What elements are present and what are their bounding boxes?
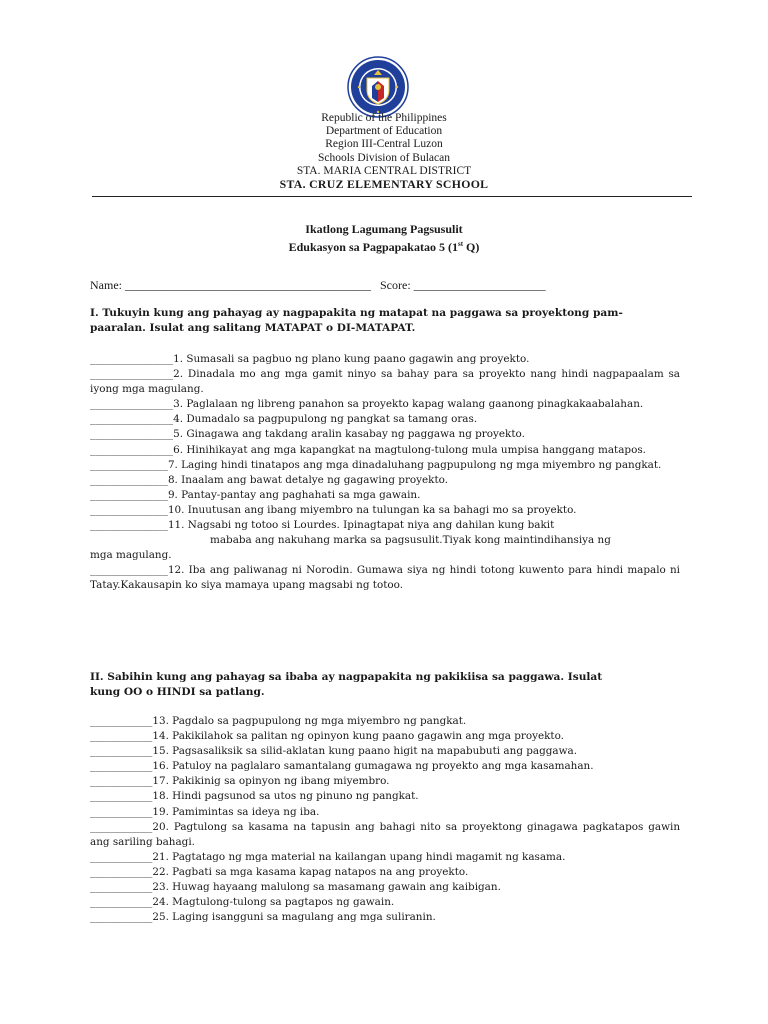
name-field[interactable]: _________________________________________ — [125, 278, 371, 292]
item-number: 3. — [173, 398, 187, 411]
answer-blank[interactable]: ________________ — [90, 353, 174, 365]
list-item — [90, 759, 680, 774]
answer-blank[interactable]: ____________ — [90, 715, 153, 727]
item-number: 15. — [152, 745, 173, 758]
item-number: 10. — [167, 503, 188, 516]
section-2-instruction-line-1: II. Sabihin kung ang pahayag sa ibaba ay nagpapakita ng pakikiisa sa paggawa. Isulat — [90, 671, 603, 683]
item-text: Pagdalo sa pagpupulong ng mga miyembro ng pangkat. — [172, 715, 467, 727]
item-number: 4. — [173, 413, 187, 426]
item-text: Pakikinig sa opinyon ng ibang miyembro. — [172, 775, 390, 788]
answer-blank[interactable]: _______________ — [90, 473, 168, 486]
list-item — [90, 352, 680, 367]
answer-blank[interactable]: _______________ — [90, 458, 168, 471]
answer-blank[interactable]: ________________ — [90, 443, 174, 456]
item-number: 2. — [173, 368, 188, 381]
header-divider — [92, 196, 692, 197]
header-school-name: STA. CRUZ ELEMENTARY SCHOOL — [279, 177, 489, 192]
item-text: Iba ang paliwanag ni Norodin. Gumawa siya ng hindi totong kuwento para hindi mapalo ni Tatay.Kakausapin ko siya mamaya upang magsabi ng totoo. — [90, 564, 681, 592]
item-number: 24. — [152, 896, 173, 909]
answer-blank[interactable]: ________________ — [90, 413, 174, 426]
header-line-division: Schools Division of Bulacan — [318, 151, 450, 164]
item-text: Magtulong-tulong sa pagtapos ng gawain. — [172, 896, 395, 909]
list-item — [90, 518, 680, 563]
item-text: Hinihikayat ang mga kapangkat na magtulong-tulong mula umpisa hanggang matapos. — [186, 443, 646, 456]
section-2-instruction-line-2: kung OO o HINDI sa patlang. — [90, 686, 265, 699]
score-label: Score: — [380, 278, 414, 292]
exam-title-line-2 — [0, 237, 768, 255]
answer-blank[interactable]: _______________ — [90, 519, 168, 532]
answer-blank[interactable]: ____________ — [90, 896, 153, 909]
item-text: Pagsasaliksik sa silid-aklatan kung paano higit na mapabubuti ang paggawa. — [172, 745, 578, 758]
item-text: Laging hindi tinatapos ang mga dinadaluhang pagpupulong ng mga miyembro ng pangkat. — [181, 458, 662, 471]
list-item — [90, 729, 680, 744]
deped-seal-icon — [347, 56, 409, 118]
exam-quarter: Q) — [463, 239, 480, 254]
item-number: 1. — [173, 353, 187, 365]
exam-subject: Edukasyon sa Pagpapakatao 5 (1 — [288, 239, 458, 254]
answer-blank[interactable]: ____________ — [90, 911, 153, 924]
item-number: 8. — [167, 473, 182, 486]
answer-blank[interactable]: ____________ — [90, 805, 153, 818]
item-text: Nagsabi ng totoo si Lourdes. Ipinagtapat niya ang dahilan kung bakit — [187, 519, 555, 532]
exam-title — [0, 222, 768, 254]
item-number: 18. — [152, 790, 173, 803]
list-item — [90, 473, 680, 488]
item-text: Paglalaan ng libreng panahon sa proyekto kapag walang gaanong pinagkakaabalahan. — [186, 398, 644, 411]
list-item — [90, 895, 680, 910]
exam-ordinal-suffix: st — [457, 239, 464, 248]
item-number: 20. — [152, 820, 174, 833]
list-item — [90, 865, 680, 880]
answer-blank[interactable]: ____________ — [90, 865, 153, 878]
list-item — [90, 503, 680, 518]
answer-blank[interactable]: ____________ — [90, 745, 153, 758]
answer-blank[interactable]: ________________ — [90, 368, 174, 381]
item-text: Pantay-pantay ang paghahati sa mga gawain. — [181, 488, 421, 501]
item-number: 9. — [167, 488, 182, 501]
item-number: 6. — [173, 443, 187, 456]
item-number: 7. — [167, 458, 182, 471]
header-line-department: Department of Education — [325, 125, 443, 138]
section-2-instruction — [90, 670, 678, 701]
list-item — [90, 805, 680, 820]
item-text-continued: mababa ang nakuhang marka sa pagsusulit.Tiyak kong maintindihansiya ng — [210, 534, 611, 547]
item-text: Laging isangguni sa magulang ang mga suliranin. — [172, 911, 436, 924]
answer-blank[interactable]: _______________ — [90, 503, 168, 516]
header-line-republic: Republic of the Philippines — [321, 112, 447, 124]
item-text: Dumadalo sa pagpupulong ng pangkat sa tamang oras. — [186, 413, 478, 426]
section-1-instruction-line-1: I. Tukuyin kung ang pahayag ay nagpapakita ng matapat na paggawa sa proyektong pam- — [90, 307, 623, 319]
answer-blank[interactable]: ____________ — [90, 820, 153, 833]
list-item — [90, 397, 680, 412]
answer-blank[interactable]: _______________ — [90, 488, 168, 501]
list-item — [90, 820, 680, 850]
item-text: Pamimintas sa ideya ng iba. — [172, 805, 320, 818]
item-number: 25. — [152, 911, 173, 924]
answer-blank[interactable]: ____________ — [90, 850, 153, 863]
item-text: Pakikilahok sa palitan ng opinyon kung paano gagawin ang mga proyekto. — [172, 730, 564, 743]
item-text: Inaalam ang bawat detalye ng gagawing proyekto. — [181, 473, 449, 486]
list-item — [90, 443, 680, 458]
item-number: 17. — [152, 775, 173, 788]
item-text: Sumasali sa pagbuo ng plano kung paano gagawin ang proyekto. — [186, 353, 530, 365]
list-item — [90, 910, 680, 925]
list-item — [90, 789, 680, 804]
item-text: Patuloy na paglalaro samantalang gumagawa ng proyekto ang mga kasamahan. — [172, 760, 594, 773]
item-text: Pagbati sa mga kasama kapag natapos na ang proyekto. — [172, 865, 469, 878]
name-score-line — [90, 278, 690, 293]
answer-blank[interactable]: ____________ — [90, 881, 153, 894]
list-item — [90, 714, 680, 729]
item-number: 21. — [152, 850, 173, 863]
item-text: Dinadala mo ang mga gamit ninyo sa bahay para sa proyekto nang hindi nagpapaalam sa iyong mga magulang. — [90, 368, 681, 396]
answer-blank[interactable]: _______________ — [90, 564, 168, 577]
item-text: Pagtatago ng mga material na kailangan upang hindi magamit ng kasama. — [172, 850, 566, 863]
item-text: Huwag hayaang malulong sa masamang gawain ang kaibigan. — [172, 881, 501, 894]
item-number: 11. — [167, 519, 188, 532]
list-item — [90, 563, 680, 593]
item-number: 13. — [152, 715, 173, 727]
list-item — [90, 880, 680, 895]
item-text: Pagtulong sa kasama na tapusin ang bahagi nito sa proyektong ginagawa pagkatapos gawin ang sariling bahagi. — [90, 820, 681, 848]
list-item — [90, 774, 680, 789]
list-item — [90, 744, 680, 759]
list-item — [90, 488, 680, 503]
name-label: Name: — [90, 278, 125, 292]
section-1-items — [90, 352, 680, 594]
document-header — [0, 112, 768, 191]
header-line-region: Region III-Central Luzon — [325, 138, 443, 151]
list-item — [90, 427, 680, 442]
header-line-district: STA. MARIA CENTRAL DISTRICT — [296, 164, 472, 177]
item-text: Hindi pagsunod sa utos ng pinuno ng pangkat. — [172, 790, 419, 803]
item-number: 12. — [167, 564, 189, 577]
exam-title-line-1: Ikatlong Lagumang Pagsusulit — [305, 222, 463, 236]
section-1-instruction — [90, 306, 678, 337]
item-text: Inuutusan ang ibang miyembro na tulungan ka sa bahagi mo sa proyekto. — [187, 503, 577, 516]
item-number: 19. — [152, 805, 173, 818]
item-number: 23. — [152, 881, 173, 894]
list-item — [90, 367, 680, 397]
section-2-items — [90, 714, 680, 925]
answer-blank[interactable]: ____________ — [90, 730, 153, 743]
score-field[interactable]: ______________________ — [413, 278, 546, 292]
answer-blank[interactable]: ____________ — [90, 760, 153, 773]
answer-blank[interactable]: ____________ — [90, 790, 153, 803]
item-number: 16. — [152, 760, 173, 773]
list-item — [90, 850, 680, 865]
answer-blank[interactable]: ________________ — [90, 398, 174, 411]
list-item — [90, 412, 680, 427]
item-number: 14. — [152, 730, 173, 743]
item-number: 5. — [173, 428, 187, 441]
section-1-instruction-line-2: paaralan. Isulat ang salitang MATAPAT o DI-MATAPAT. — [90, 322, 416, 335]
answer-blank[interactable]: ________________ — [90, 428, 174, 441]
list-item — [90, 458, 680, 473]
answer-blank[interactable]: ____________ — [90, 775, 153, 788]
item-number: 22. — [152, 865, 173, 878]
item-text: Ginagawa ang takdang aralin kasabay ng paggawa ng proyekto. — [186, 428, 525, 441]
item-text-continued-end: mga magulang. — [90, 549, 172, 562]
